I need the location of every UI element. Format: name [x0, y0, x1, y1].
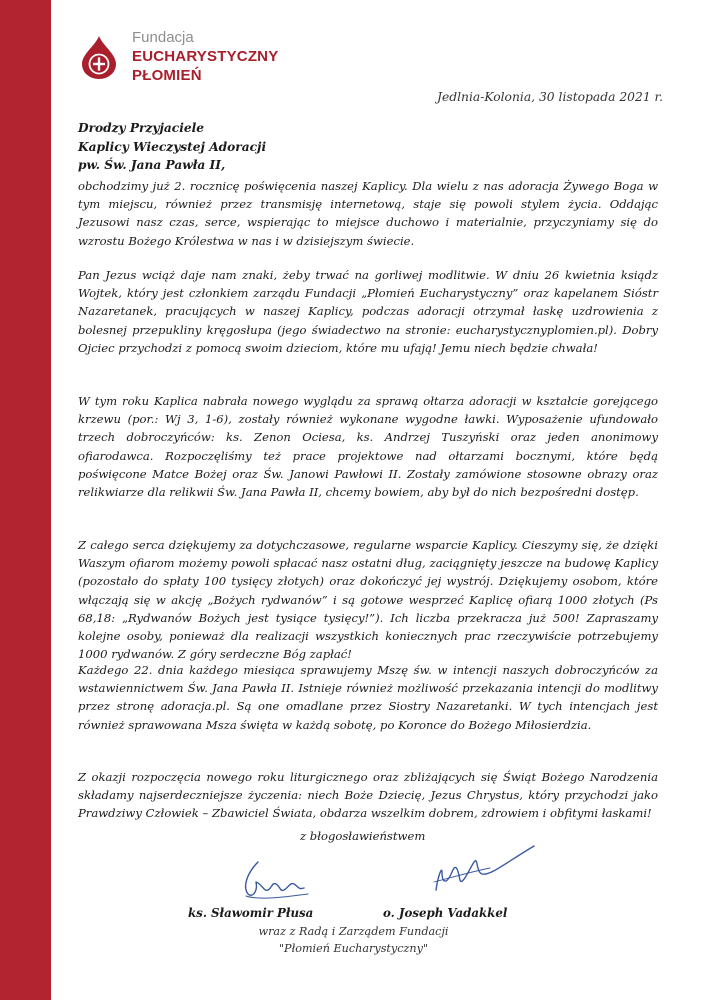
paragraph-text: Z całego serca dziękujemy za dotychczasowe, regularne wsparcie Kaplicy. Cieszymy się, że dzięki Waszym ofiarom możemy powoli spłacać nasz ostatni dług, zaciągnięty jeszcze na budowę Kaplicy (pozostało do spłaty 100 tysięcy złotych) oraz dokończyć jej wystrój. Dziękujemy osobom, które włączają się w akcję „Bożych rydwanów” i są gotowe wesprzeć Kaplicę ofiarą 1000 złotych (Ps 68,18: „Rydwanów Bożych jest tysiące tysięcy!”). Ich liczba przekracza już 500! Zapraszamy kolejne osoby, ponieważ dla realizacji wszystkich koniecznych prac rzeczywiście potrzebujemy 1000 rydwanów. Z góry serdeczne Bóg zapłać!: [78, 538, 658, 662]
flame-drop-cross-logo-icon: [76, 34, 122, 80]
salutation-line: pw. Św. Jana Pawła II,: [78, 158, 226, 172]
letter-paragraph: [78, 661, 658, 734]
signer-name: o. Joseph Vadakkel: [383, 906, 508, 920]
paragraph-text: obchodzimy już 2. rocznicę poświęcenia naszej Kaplicy. Dla wielu z nas adoracja Żywego Boga w tym miejscu, również przez transmisję internetową, staje się powoli stylem życia. Oddając Jezusowi nasz czas, serce, wspierając to miejsce duchowo i materialnie, przyczyniamy się do wzrostu Bożego Królestwa w nas i w dzisiejszym świecie.: [78, 179, 658, 248]
salutation-block: [78, 119, 266, 175]
letter-paragraph: [78, 392, 658, 501]
logo-line-eucharystyczny: EUCHARYSTYCZNY: [132, 48, 279, 65]
left-decorative-band: [0, 0, 51, 1000]
paragraph-text: W tym roku Kaplica nabrała nowego wyglądu za sprawą ołtarza adoracji w kształcie gorejącego krzewu (por.: Wj 3, 1-6), zostały również wykonane wygodne ławki. Wyposażenie ufundowało trzech dobroczyńców: ks. Zenon Ociesa, ks. Andrzej Tuszyński oraz jeden anonimowy ofiarodawca. Rozpoczęliśmy też prace projektowe nad ołtarzami bocznymi, które będą poświęcone Matce Bożej oraz Św. Janowi Pawłowi II. Zostały zamówione stosowne obrazy oraz relikwiarze dla relikwii Św. Jana Pawła II, chcemy bowiem, aby był do nich bezpośredni dostęp.: [78, 394, 658, 500]
paragraph-text: Pan Jezus wciąż daje nam znaki, żeby trwać na gorliwej modlitwie. W dniu 26 kwietnia ksiądz Wojtek, który jest członkiem zarządu Fundacji „Płomień Eucharystyczny” oraz kapelanem Sióstr Nazaretanek, pracujących w naszej Kaplicy, podczas adoracji otrzymał łaskę uzdrowienia z bolesnej przepukliny kręgosłupa (jego świadectwo na stronie: eucharystycznyplomien.pl). Dobry Ojciec przychodzi z pomocą swoim dzieciom, które mu ufają! Jemu niech będzie chwała!: [78, 268, 658, 355]
paragraph-text: Z okazji rozpoczęcia nowego roku liturgicznego oraz zbliżających się Świąt Bożego Narodzenia składamy najserdeczniejsze życzenia: niech Boże Dziecię, Jezus Chrystus, który przychodzi jako Prawdziwy Człowiek – Zbawiciel Świata, obdarza wszelkim dobrem, zdrowiem i obfitymi łaskami!: [78, 770, 658, 821]
footer-line: wraz z Radą i Zarządem Fundacji: [258, 925, 449, 938]
logo-wordmark: [132, 28, 278, 85]
logo-line-plomien: PŁOMIEŃ: [132, 67, 202, 84]
letter-paragraph: [78, 177, 658, 250]
salutation-line: Drodzy Przyjaciele: [78, 121, 204, 135]
salutation-line: Kaplicy Wieczystej Adoracji: [78, 139, 267, 154]
signer-name: ks. Sławomir Płusa: [188, 906, 314, 920]
letter-date: Jedlnia-Kolonia, 30 listopada 2021 r.: [437, 90, 663, 104]
footer-line: "Płomień Eucharystyczny": [278, 942, 429, 955]
logo-line-fundacja: Fundacja: [132, 29, 194, 46]
signature-plusa: [238, 858, 318, 904]
paragraph-text: Każdego 22. dnia każdego miesiąca sprawujemy Mszę św. w intencji naszych dobroczyńców za wstawiennictwem Św. Jana Pawła II. Istnieje również możliwość przekazania intencji do modlitwy przez stronę adoracja.pl. Są one omadlane przez Siostry Nazaretanki. W tych intencjach jest również sprawowana Msza święta w każdą sobotę, po Koronce do Bożego Miłosierdzia.: [78, 663, 658, 732]
letter-paragraph: [78, 536, 658, 663]
signature-vadakkel: [430, 842, 540, 902]
letter-paragraph: [78, 266, 658, 357]
closing-phrase: z błogosławieństwem: [300, 829, 426, 843]
letter-paragraph: [78, 768, 658, 823]
